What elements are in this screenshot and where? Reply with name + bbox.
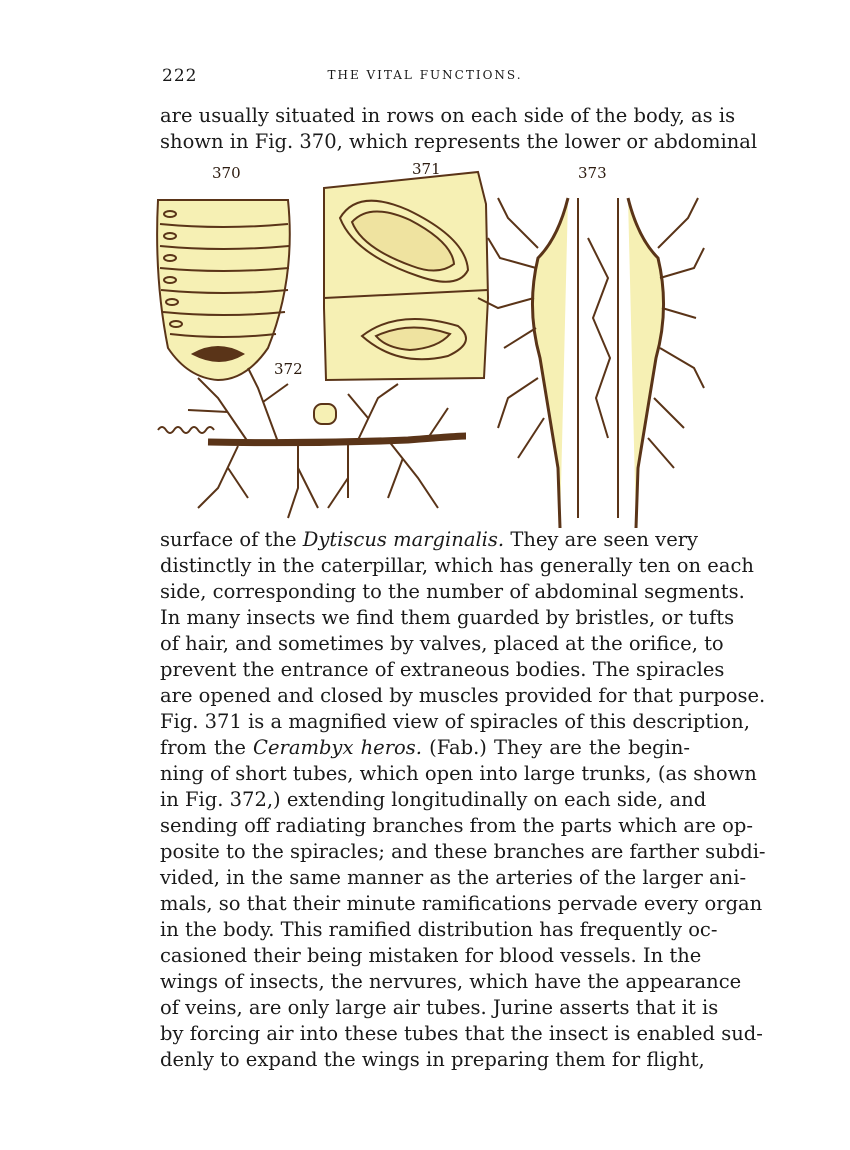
text-line-20: by forcing air into these tubes that the insect is enabled sud-	[160, 1022, 763, 1045]
running-title: THE VITAL FUNCTIONS.	[327, 68, 523, 82]
figure-plate	[148, 158, 708, 530]
fig373-label: 373	[578, 164, 607, 182]
text-line-5: of hair, and sometimes by valves, placed at the orifice, to	[160, 632, 724, 655]
text-line-1	[160, 527, 699, 553]
figure-illustration	[148, 158, 708, 530]
text-line-15: mals, so that their minute ramifications pervade every organ	[160, 892, 763, 915]
fig370-spiracle	[164, 255, 176, 261]
text-segment: They are seen very	[504, 528, 699, 551]
fig372-coil	[158, 427, 214, 433]
fig370-spiracle	[166, 299, 178, 305]
text-line-7: are opened and closed by muscles provided for that purpose.	[160, 684, 766, 707]
text-line-21: denly to expand the wings in preparing them for flight,	[160, 1048, 705, 1071]
fig370-spiracle	[170, 321, 182, 327]
text-line-19: of veins, are only large air tubes. Jurine asserts that it is	[160, 996, 719, 1019]
text-line-11: in Fig. 372,) extending longitudinally on each side, and	[160, 788, 707, 811]
text-line-16: in the body. This ramified distribution has frequently oc-	[160, 918, 718, 941]
fig372-label: 372	[274, 360, 303, 378]
page-number: 222	[162, 66, 198, 86]
text-line-9	[160, 735, 690, 761]
text-line-4: In many insects we find them guarded by bristles, or tufts	[160, 606, 735, 629]
text-segment: surface of the	[160, 528, 303, 551]
running-head	[160, 66, 690, 86]
fig370-spiracle	[164, 211, 176, 217]
text-line-2: distinctly in the caterpillar, which has generally ten on each	[160, 554, 754, 577]
fig370-spiracle	[164, 233, 176, 239]
species-name: Cerambyx heros.	[253, 736, 422, 759]
text-segment: (Fab.) They are the begin-	[421, 736, 690, 759]
text-line-18: wings of insects, the nervures, which have the appearance	[160, 970, 742, 993]
fig373-inner	[578, 198, 618, 518]
text-line-13: posite to the spiracles; and these branches are farther subdi-	[160, 840, 766, 863]
text-line-3: side, corresponding to the number of abdominal segments.	[160, 580, 745, 603]
text-line-12: sending off radiating branches from the parts which are op-	[160, 814, 753, 837]
text-line-8: Fig. 371 is a magnified view of spiracles of this description,	[160, 710, 750, 733]
text-line-10: ning of short tubes, which open into large trunks, (as shown	[160, 762, 757, 785]
fig370-spiracle	[164, 277, 176, 283]
text-line-14: vided, in the same manner as the arteries of the larger ani-	[160, 866, 747, 889]
text-segment: from the	[160, 736, 254, 759]
fig373-branches	[478, 198, 704, 468]
text-line-17: casioned their being mistaken for blood vessels. In the	[160, 944, 702, 967]
text-line-6: prevent the entrance of extraneous bodies. The spiracles	[160, 658, 725, 681]
fig370-label: 370	[212, 164, 241, 182]
fig372-spiracle	[314, 404, 336, 424]
fig371-label: 371	[412, 160, 441, 178]
species-name: Dytiscus marginalis.	[302, 528, 505, 551]
text-line-top-1: are usually situated in rows on each side of the body, as is	[160, 104, 736, 127]
text-line-top-2: shown in Fig. 370, which represents the lower or abdominal	[160, 130, 758, 153]
